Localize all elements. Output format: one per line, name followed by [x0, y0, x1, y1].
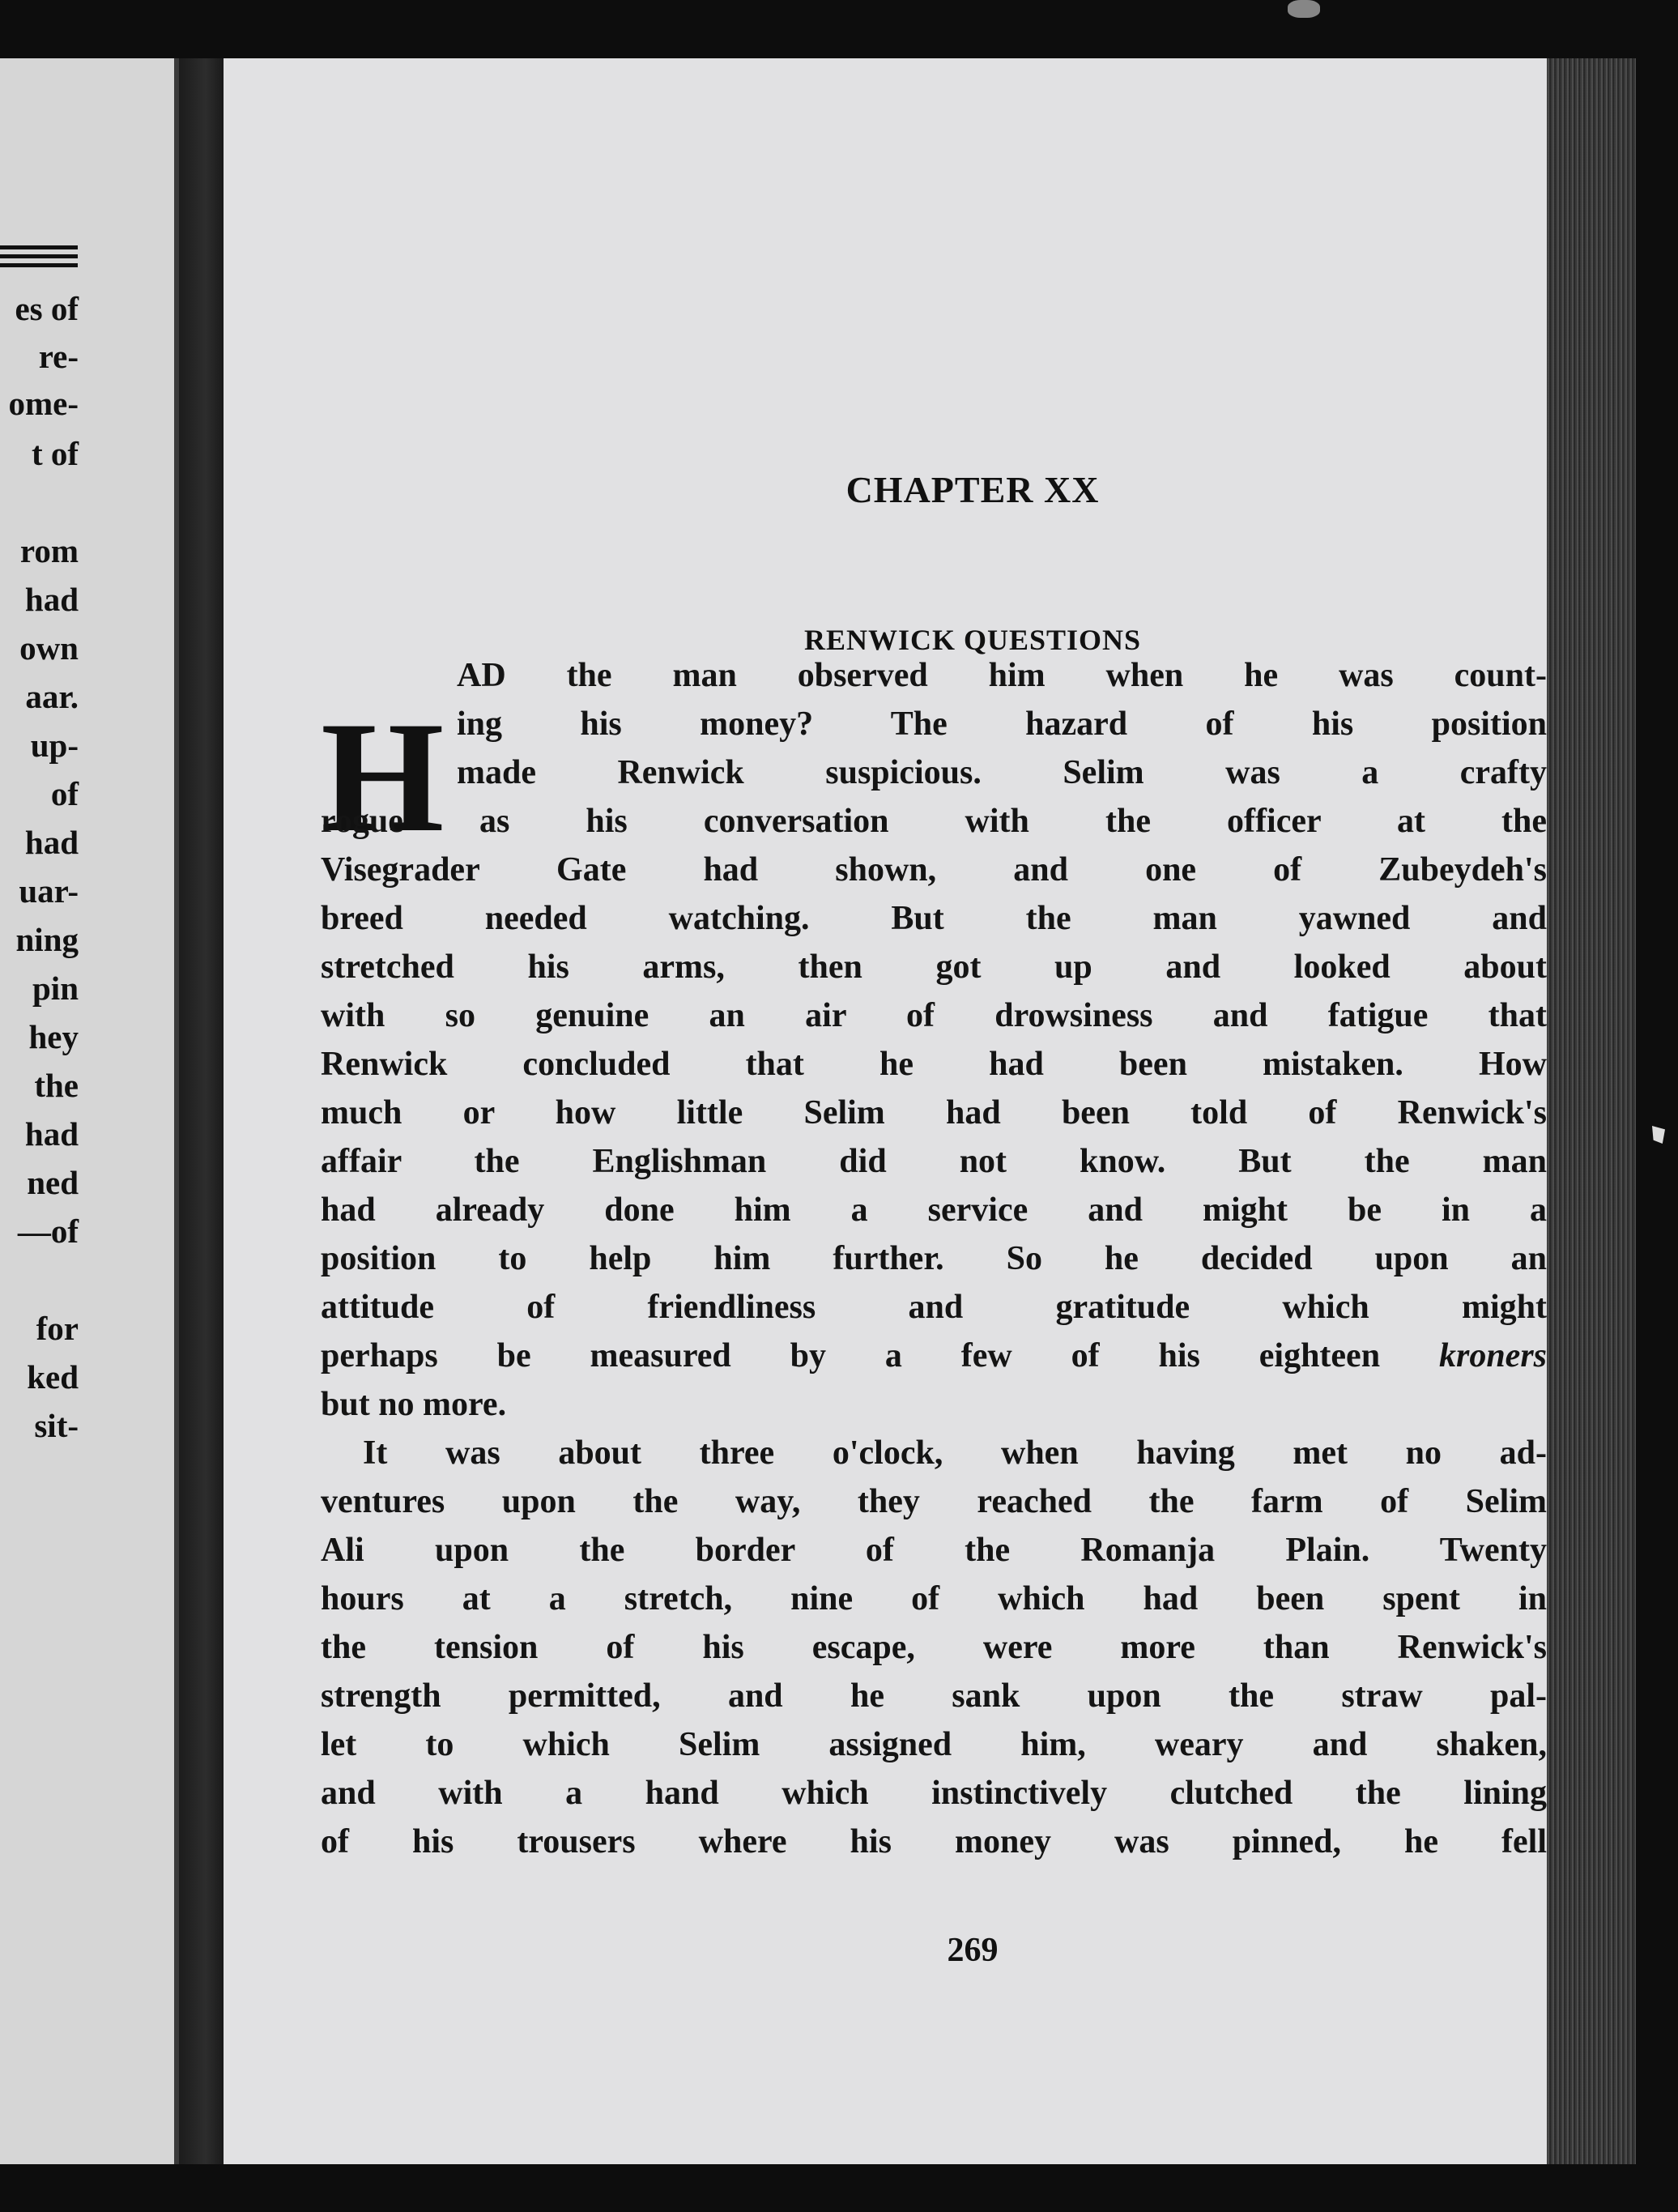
left-page-line: ned	[27, 1164, 79, 1201]
left-page-rule	[0, 254, 78, 258]
left-page-rule	[0, 263, 78, 267]
left-page-line: the	[34, 1067, 79, 1104]
paragraph-line: It was about three o'clock, when having met no ad-	[363, 1434, 1547, 1472]
left-page-line: ome-	[8, 385, 79, 422]
paragraph-line: AD the man observed him when he was count-	[457, 657, 1547, 694]
chapter-subtitle: RENWICK QUESTIONS	[803, 624, 1142, 656]
left-page-line: ked	[27, 1358, 79, 1396]
paragraph-line: but no more.	[321, 1386, 507, 1423]
paragraph-line: of his trousers where his money was pinned, he fell	[321, 1823, 1547, 1860]
paragraph-line: ventures upon the way, they reached the farm of Selim	[321, 1483, 1547, 1520]
paragraph-line: stretched his arms, then got up and looked about	[321, 948, 1547, 986]
page-edge-tab	[1652, 1126, 1665, 1144]
paragraph-line: the tension of his escape, were more than Renwick's	[321, 1629, 1547, 1666]
left-page-line: re-	[38, 338, 79, 375]
chapter-title: CHAPTER XX	[845, 469, 1100, 510]
left-page-line: uar-	[19, 872, 79, 910]
paragraph-line: Renwick concluded that he had been mistaken. How	[321, 1046, 1547, 1083]
left-page-line: own	[19, 629, 79, 667]
paragraph-line: ing his money? The hazard of his position	[457, 705, 1547, 743]
left-page-line: t of	[31, 435, 79, 472]
paragraph-line: much or how little Selim had been told of Renwick's	[321, 1094, 1547, 1132]
left-page-line: for	[36, 1310, 79, 1347]
book-page	[224, 58, 1552, 2164]
left-page-line: sit-	[34, 1407, 79, 1444]
left-page-line: pin	[32, 970, 79, 1007]
paragraph-line: Visegrader Gate had shown, and one of Zubeydeh's	[321, 851, 1547, 889]
italic-word: kroners	[1438, 1337, 1548, 1375]
left-page-line: had	[24, 581, 79, 618]
left-page-line: of	[50, 775, 79, 812]
paragraph-line: and with a hand which instinctively clutched the lining	[321, 1775, 1547, 1812]
left-page-line: —of	[17, 1213, 79, 1250]
left-facing-page	[0, 58, 179, 2164]
paragraph-line: had already done him a service and might be in a	[321, 1191, 1547, 1229]
left-page-line: ning	[15, 921, 79, 958]
paragraph-line: rogue as his conversation with the officer at the	[321, 803, 1547, 840]
book-gutter	[179, 58, 224, 2164]
paragraph-line: position to help him further. So he decided upon an	[321, 1240, 1547, 1277]
paragraph-line: breed needed watching. But the man yawned and	[321, 900, 1547, 937]
page-number: 269	[947, 1932, 999, 1969]
paragraph-line: hours at a stretch, nine of which had been spent in	[321, 1580, 1547, 1617]
paragraph-line: with so genuine an air of drowsiness and fatigue that	[321, 997, 1547, 1034]
left-page-line: up-	[30, 727, 79, 764]
left-page-line: had	[24, 1115, 79, 1153]
paragraph-line: Ali upon the border of the Romanja Plain. Twenty	[321, 1532, 1547, 1569]
paragraph-line: attitude of friendliness and gratitude which might	[321, 1289, 1547, 1326]
page-edges	[1547, 58, 1636, 2164]
paragraph-line: let to which Selim assigned him, weary and shaken,	[321, 1726, 1547, 1763]
left-page-line: aar.	[25, 678, 79, 715]
paragraph-line: strength permitted, and he sank upon the straw pal-	[321, 1677, 1547, 1715]
scan-speck	[1288, 0, 1320, 18]
paragraph-line: made Renwick suspicious. Selim was a crafty	[457, 754, 1547, 791]
left-page-line: rom	[19, 532, 79, 569]
left-page-line: hey	[28, 1018, 79, 1055]
drop-cap: H	[321, 689, 445, 865]
left-page-line: es of	[15, 290, 79, 327]
paragraph-line	[321, 1339, 1547, 1373]
paragraph-line: affair the Englishman did not know. But the man	[321, 1143, 1547, 1180]
paragraph-line-text: perhaps be measured by a few of his eighteen	[321, 1337, 1381, 1375]
left-page-rule	[0, 245, 78, 249]
left-page-line: had	[24, 824, 79, 861]
